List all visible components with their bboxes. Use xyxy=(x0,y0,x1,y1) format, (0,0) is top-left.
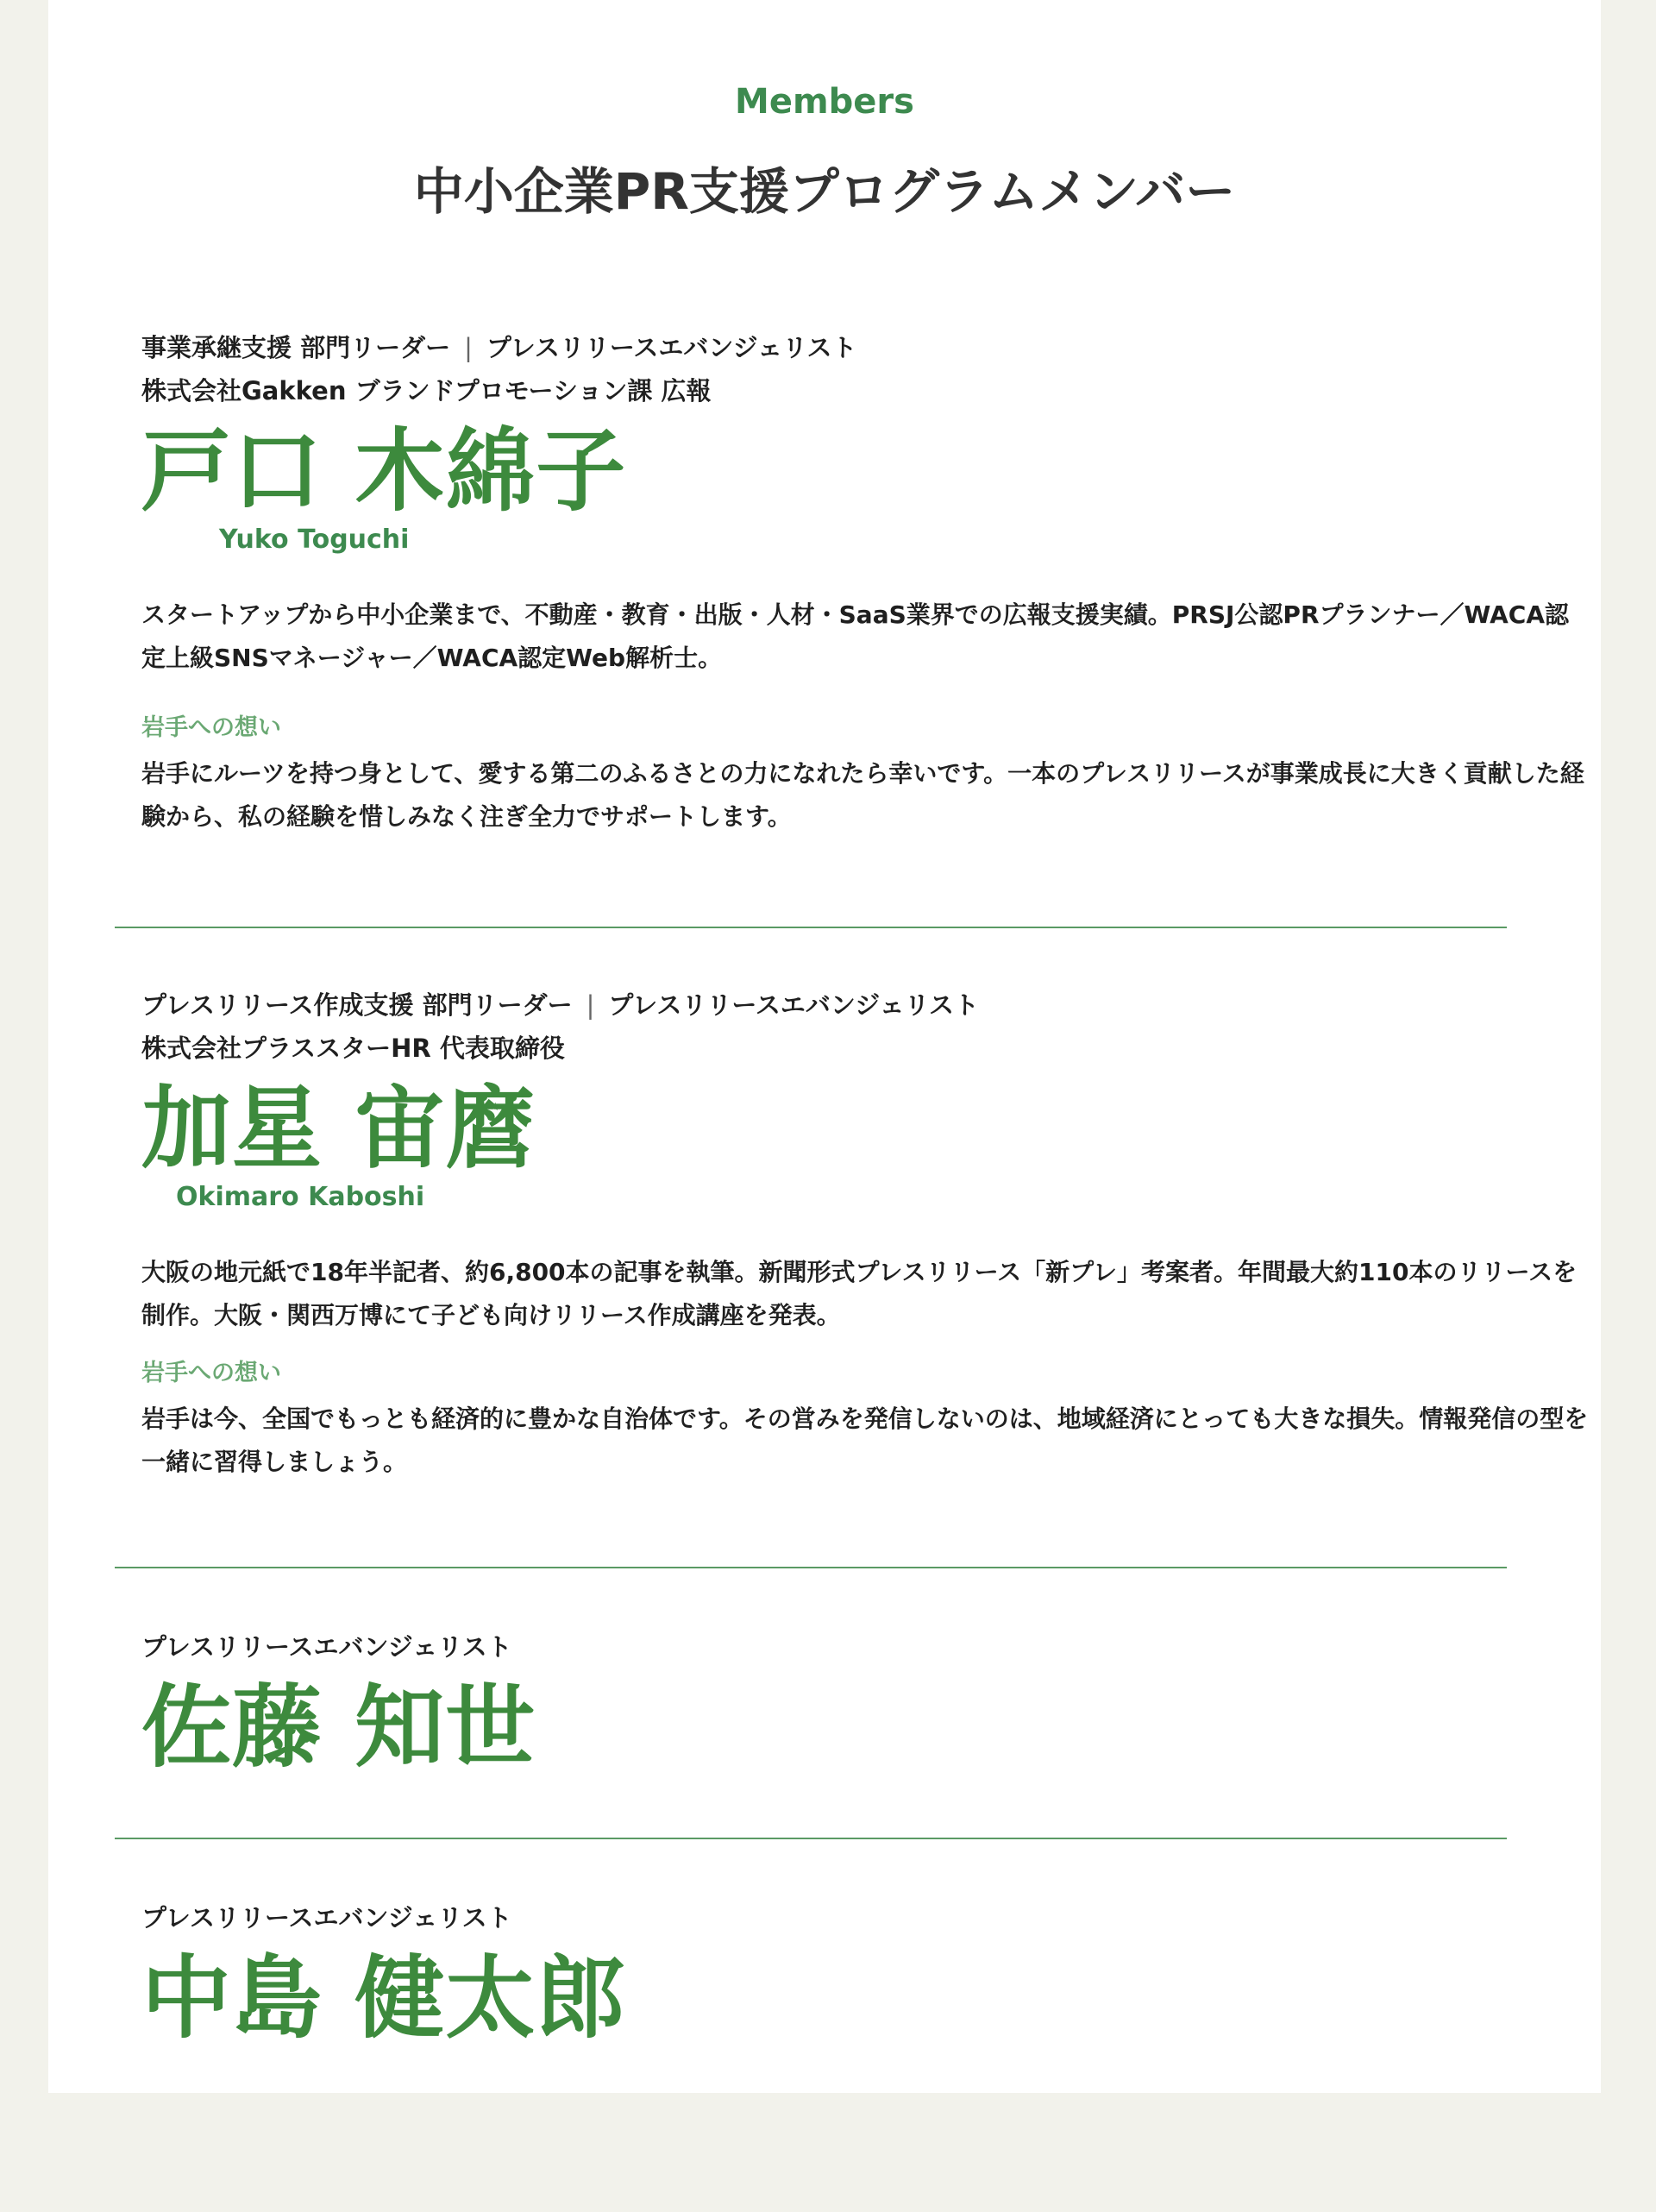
member-role-line xyxy=(141,326,1590,369)
section-eyebrow: Members xyxy=(735,82,914,122)
member-divider xyxy=(115,1567,1507,1568)
member-role-line xyxy=(141,983,1590,1027)
member-card-nakajima xyxy=(141,1896,1590,2050)
role-separator: | xyxy=(586,990,595,1020)
member-role-secondary: プレスリリースエバンジェリスト xyxy=(141,1632,512,1662)
member-role-primary: プレスリリース作成支援 部門リーダー xyxy=(141,990,573,1020)
member-name-jp: 佐藤 知世 xyxy=(141,1675,536,1780)
thoughts-body: 岩手にルーツを持つ身として、愛する第二のふるさとの力になれたら幸いです。一本のプレスリリースが事業成長に大きく貢献した経験から、私の経験を惜しみなく注ぎ全力でサポートします。 xyxy=(141,759,1584,831)
member-divider xyxy=(115,1838,1507,1839)
member-card-sato xyxy=(141,1625,1590,1779)
member-affiliation: 株式会社Gakken ブランドプロモーション課 広報 xyxy=(141,376,712,405)
section-title: 中小企業PR支援プログラムメンバー xyxy=(413,162,1236,221)
member-role-secondary: プレスリリースエバンジェリスト xyxy=(486,333,857,362)
member-name-jp: 戸口 木綿子 xyxy=(141,418,627,524)
members-card xyxy=(48,0,1601,2093)
member-card-toguchi xyxy=(141,326,1590,839)
thoughts-body: 岩手は今、全国でもっとも経済的に豊かな自治体です。その営みを発信しないのは、地域経済にとっても大きな損失。情報発信の型を一緒に習得しましょう。 xyxy=(141,1404,1589,1476)
member-name-en: Okimaro Kaboshi xyxy=(176,1182,425,1212)
member-name-jp: 中島 健太郎 xyxy=(141,1945,627,2051)
thoughts-label: 岩手への想い xyxy=(141,1360,281,1386)
member-card-kaboshi xyxy=(141,983,1590,1484)
member-role-primary: 事業承継支援 部門リーダー xyxy=(141,333,451,362)
member-role-secondary: プレスリリースエバンジェリスト xyxy=(141,1903,512,1932)
member-bio: スタートアップから中小企業まで、不動産・教育・出版・人材・SaaS業界での広報支援実績。PRSJ公認PRプランナー／WACA認定上級SNSマネージャー／WACA認定Web解析士。 xyxy=(141,600,1570,672)
member-role-secondary: プレスリリースエバンジェリスト xyxy=(608,990,980,1020)
member-affiliation: 株式会社プラススターHR 代表取締役 xyxy=(141,1034,565,1063)
member-name-jp: 加星 宙麿 xyxy=(141,1076,536,1181)
thoughts-label: 岩手への想い xyxy=(141,714,281,741)
role-separator: | xyxy=(464,333,473,362)
member-divider xyxy=(115,927,1507,928)
member-bio: 大阪の地元紙で18年半記者、約6,800本の記事を執筆。新聞形式プレスリリース「新プレ」考案者。年間最大約110本のリリースを制作。大阪・関西万博にて子ども向けリリース作成講座を発表。 xyxy=(141,1258,1578,1329)
member-name-en: Yuko Toguchi xyxy=(219,525,410,555)
